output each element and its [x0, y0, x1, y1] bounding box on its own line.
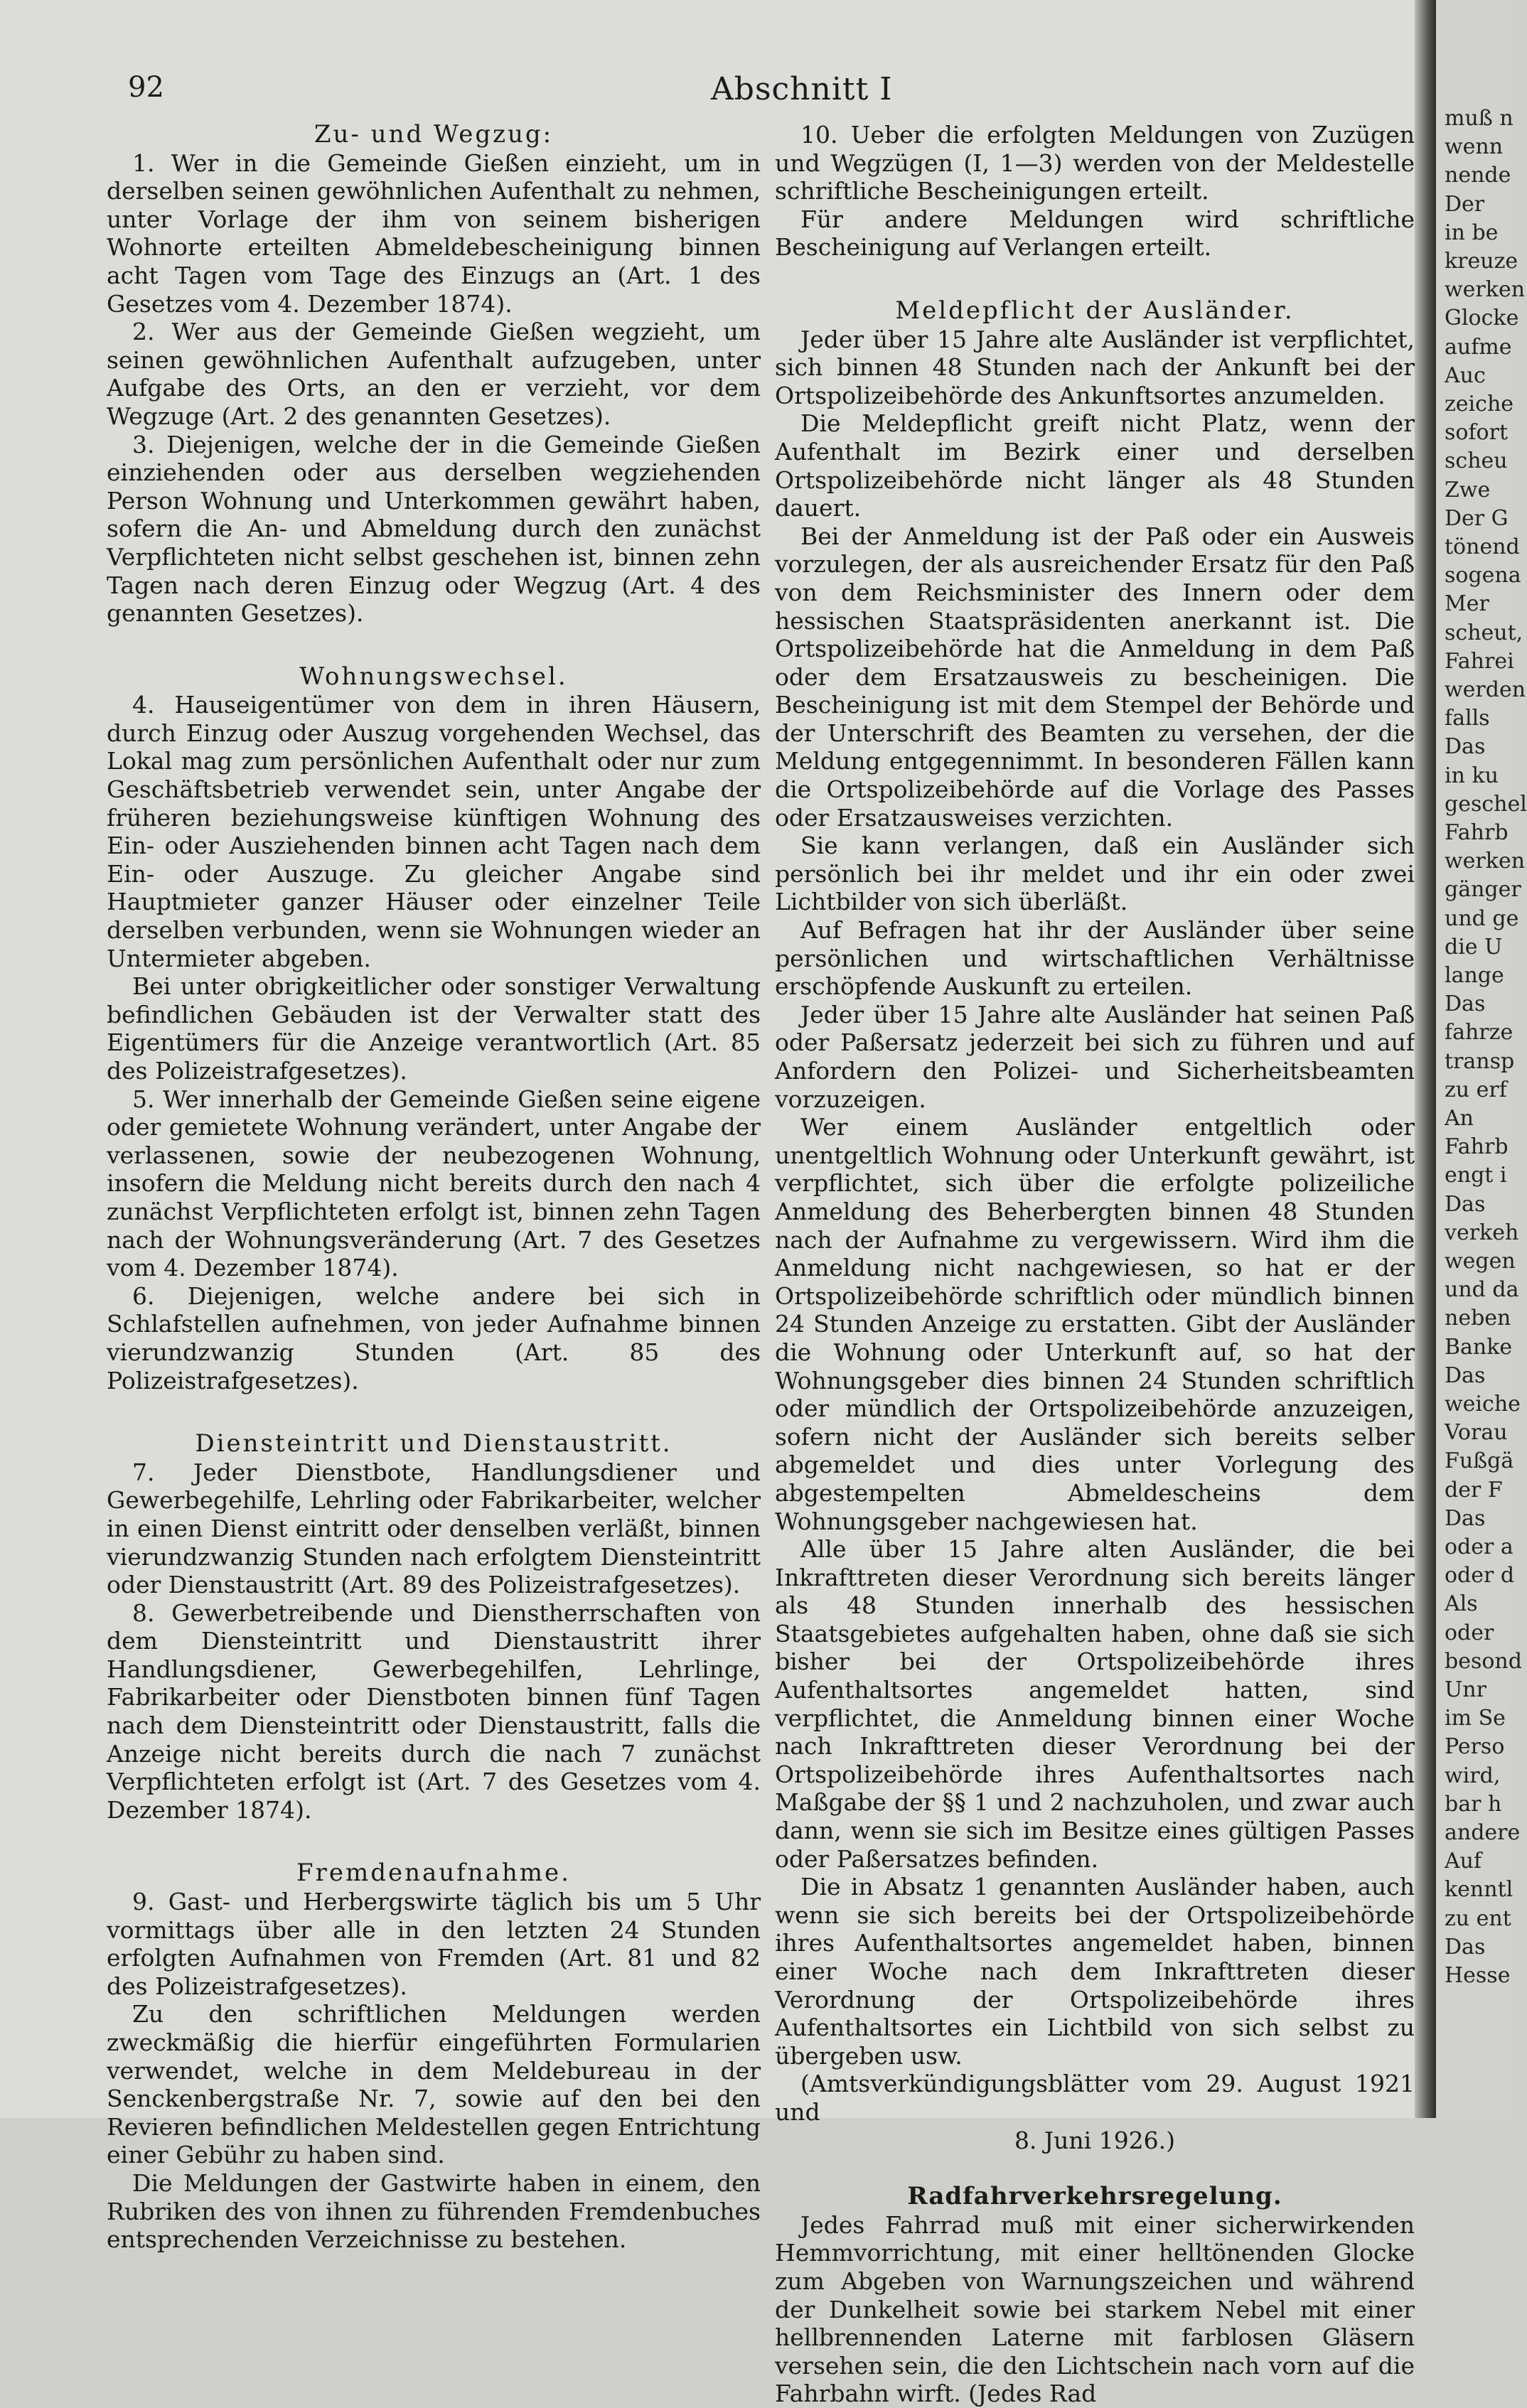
adjacent-page-fragment: der F: [1445, 1477, 1503, 1503]
paragraph: Alle über 15 Jahre alten Ausländer, die bei Inkrafttreten dieser Verordnung sich bereits länger als 48 Stunden innerhalb des hessischen Staatsgebietes aufgehalten haben, ohne daß sie sich bisher bei der Ortspolizeibehörde ihres Aufenthaltsortes angemeldet hatten, sind verpflichtet, die Anmeldung binnen einer Woche nach Inkrafttreten dieser Verordnung bei der Ortspolizeibehörde ihres Aufenthaltsortes nach Maßgabe der §§ 1 und 2 nachzuholen, und zwar auch dann, wenn sie sich im Besitze eines gültigen Passes oder Paßersatzes befinden.: [775, 1535, 1415, 1873]
adjacent-page-fragment: bar h: [1445, 1791, 1502, 1817]
adjacent-page-fragment: werden: [1445, 677, 1526, 702]
paragraph: Wer einem Ausländer entgeltlich oder unentgeltlich Wohnung oder Unterkunft gewährt, ist verpflichtet, sich über die erfolgte polizeiliche Anmeldung des Beherbergten binnen 48 Stunden nach der Aufnahme zu vergewissern. Wird ihm die Anmeldung nicht nachgewiesen, so hat er der Ortspolizeibehörde schriftlich oder mündlich binnen 24 Stunden Anzeige zu erstatten. Gibt der Ausländer die Wohnung oder Unterkunft auf, so hat der Wohnungsgeber dies binnen 24 Stunden schriftlich oder mündlich der Ortspolizeibehörde anzuzeigen, sofern nicht der Ausländer sich bereits selber abgemeldet und dies unter Vorlegung des abgestempelten Abmeldescheins dem Wohnungsgeber nachgewiesen hat.: [775, 1113, 1415, 1535]
citation-line: 8. Juni 1926.): [1014, 2126, 1176, 2154]
adjacent-page-fragment: zu ent: [1445, 1906, 1511, 1931]
adjacent-page-fragment: Fußgä: [1445, 1448, 1514, 1474]
citation-line: (Amtsverkündigungsblätter vom 29. August 1921 und: [775, 2070, 1415, 2126]
adjacent-page-fragment: Vorau: [1445, 1420, 1508, 1446]
adjacent-page-fragment: die U: [1445, 934, 1503, 960]
adjacent-page-fragment: oder a: [1445, 1534, 1513, 1559]
adjacent-page-fragment: muß n: [1445, 106, 1513, 131]
paragraph: 5. Wer innerhalb der Gemeinde Gießen seine eigene oder gemietete Wohnung verändert, unter Angabe der verlassenen, sowie der neubezogenen Wohnung, insofern die Meldung nicht bereits durch den nach 4 zunächst Verpflichteten erfolgt ist, binnen zehn Tagen nach der Wohnungsveränderung (Art. 7 des Gesetzes vom 4. Dezember 1874).: [107, 1085, 761, 1282]
adjacent-page-fragment: in be: [1445, 220, 1499, 245]
paragraph: Jeder über 15 Jahre alte Ausländer hat seinen Paß oder Paßersatz jederzeit bei sich zu führen und auf Anfordern den Polizei- und Sicherheitsbeamten vorzuzeigen.: [775, 1000, 1415, 1113]
adjacent-page-fragment: scheut,: [1445, 620, 1523, 645]
adjacent-page-fragment: Das: [1445, 1362, 1486, 1388]
paragraph: 2. Wer aus der Gemeinde Gießen wegzieht, um seinen gewöhnlichen Aufenthalt aufzugeben, unter Aufgabe des Orts, an den er verzieht, vor dem Wegzuge (Art. 2 des genannten Gesetzes).: [107, 318, 761, 430]
section-heading-meldepflicht: Meldepflicht der Ausländer.: [895, 296, 1295, 325]
adjacent-page-fragment: Das: [1445, 991, 1486, 1017]
paragraph: Jeder über 15 Jahre alte Ausländer ist verpflichtet, sich binnen 48 Stunden nach der Ankunft bei der Ortspolizeibehörde des Ankunftsortes anzumelden.: [775, 325, 1415, 409]
adjacent-page-fragment: Mer: [1445, 591, 1489, 617]
paragraph: Bei unter obrigkeitlicher oder sonstiger Verwaltung befindlichen Gebäuden ist der Verwalter statt des Eigentümers für die Anzeige verantwortlich (Art. 85 des Polizeistrafgesetzes).: [107, 972, 761, 1085]
adjacent-page-fragment: Banke: [1445, 1334, 1513, 1360]
adjacent-page-fragment: Fahrb: [1445, 1134, 1509, 1160]
paragraph: Die Meldungen der Gastwirte haben in einem, den Rubriken des von ihnen zu führenden Fremdenbuches entsprechenden Verzeichnisse zu bestehen.: [107, 2168, 761, 2254]
adjacent-page-fragment: lange: [1445, 963, 1504, 988]
adjacent-page-fragment: aufme: [1445, 334, 1512, 360]
adjacent-page-fragment: neben: [1445, 1306, 1511, 1331]
paragraph: Sie kann verlangen, daß ein Ausländer sich persönlich bei ihr meldet und ihr ein oder zwei Lichtbilder von sich überläßt.: [775, 832, 1415, 916]
paragraph: Für andere Meldungen wird schriftliche Bescheinigung auf Verlangen erteilt.: [775, 205, 1415, 262]
adjacent-page-fragment: Das: [1445, 734, 1486, 760]
paragraph: 7. Jeder Dienstbote, Handlungsdiener und Gewerbegehilfe, Lehrling oder Fabrikarbeiter, welcher in einen Dienst eintritt oder denselben verläßt, binnen vierundzwanzig Stunden nach erfolgtem Diensteintritt oder Dienstaustritt (Art. 89 des Polizeistrafgesetzes).: [107, 1458, 761, 1599]
adjacent-page-fragment: und ge: [1445, 905, 1519, 931]
adjacent-page-fragment: Der: [1445, 191, 1485, 217]
adjacent-page-fragment: Perso: [1445, 1734, 1505, 1760]
adjacent-page-fragment: Das: [1445, 1505, 1486, 1531]
paragraph: Zu den schriftlichen Meldungen werden zweckmäßig die hierfür eingeführten Formularien verwendet, welche in dem Meldebureau in der Senckenbergstraße Nr. 7, sowie auf den bei den Revieren befindlichen Meldestellen gegen Entrichtung einer Gebühr zu haben sind.: [107, 2000, 761, 2169]
adjacent-page-fragment: werken: [1445, 277, 1526, 303]
adjacent-page-fragment: geschel: [1445, 791, 1527, 817]
adjacent-page-fragment: gänger: [1445, 877, 1521, 903]
paragraph: 1. Wer in die Gemeinde Gießen einzieht, um in derselben seinen gewöhnlichen Aufenthalt zu nehmen, unter Vorlage der ihm von seinem bisherigen Wohnorte erteilten Abmeldebescheinigung binnen acht Tagen vom Tage des Einzugs an (Art. 1 des Gesetzes vom 4. Dezember 1874).: [107, 149, 761, 318]
adjacent-page-fragment: Das: [1445, 1934, 1486, 1960]
adjacent-page-fragment: Glocke: [1445, 306, 1519, 331]
adjacent-page-fragment: besond: [1445, 1648, 1522, 1674]
adjacent-page-edge: [1436, 0, 1527, 2118]
adjacent-page-fragment: Hesse: [1445, 1963, 1511, 1988]
paragraph: Die in Absatz 1 genannten Ausländer haben, auch wenn sie sich bereits bei der Ortspolizeibehörde ihres Aufenthaltsortes angemeldet haben, binnen einer Woche nach dem Inkrafttreten dieser Verordnung der Ortspolizeibehörde ihres Aufenthaltsortes ein Lichtbild von sich selbst zu übergeben usw.: [775, 1873, 1415, 2070]
section-heading-fremdenaufnahme: Fremdenaufnahme.: [296, 1859, 571, 1888]
adjacent-page-fragment: wird,: [1445, 1763, 1501, 1788]
adjacent-page-fragment: verkeh: [1445, 1220, 1519, 1245]
adjacent-page-fragment: nende: [1445, 163, 1511, 188]
adjacent-page-fragment: Der G: [1445, 505, 1509, 531]
paragraph: 4. Hauseigentümer von dem in ihren Häusern, durch Einzug oder Auszug vorgehenden Wechsel, das Lokal mag zum persönlichen Aufenthalt oder nur zum Geschäftsbetrieb verwendet sein, unter Angabe der früheren beziehungsweise künftigen Wohnung des Ein- oder Ausziehenden binnen acht Tagen nach dem Ein- oder Auszuge. Zu gleicher Angabe sind Hauptmieter ganzer Häuser oder einzelner Teile derselben verbunden, wenn sie Wohnungen wieder an Untermieter abgeben.: [107, 691, 761, 972]
adjacent-page-fragment: Fahrb: [1445, 820, 1509, 845]
paragraph: 9. Gast- und Herbergswirte täglich bis um 5 Uhr vormittags über alle in den letzten 24 Stunden erfolgten Aufnahmen von Fremden (Art. 81 und 82 des Polizeistrafgesetzes).: [107, 1888, 761, 2000]
adjacent-page-fragment: fahrze: [1445, 1020, 1513, 1046]
adjacent-page-fragment: kenntl: [1445, 1877, 1513, 1903]
paragraph: 8. Gewerbetreibende und Dienstherrschaften von dem Diensteintritt und Dienstaustritt ihrer Handlungsdiener, Gewerbegehilfen, Lehrlinge, Fabrikarbeiter oder Dienstboten binnen fünf Tagen nach dem Diensteintritt oder Dienstaustritt, falls die Anzeige nicht bereits durch die nach 7 zunächst Verpflichteten erfolgt ist (Art. 7 des Gesetzes vom 4. Dezember 1874).: [107, 1598, 761, 1824]
adjacent-page-fragment: Zwe: [1445, 477, 1491, 502]
running-title: Abschnitt I: [711, 71, 893, 107]
adjacent-page-fragment: Unr: [1445, 1677, 1486, 1702]
adjacent-page-fragment: zu erf: [1445, 1077, 1507, 1102]
section-heading-diensteintritt: Diensteintritt und Dienstaustritt.: [195, 1429, 673, 1458]
adjacent-page-fragment: in ku: [1445, 763, 1499, 788]
section-heading-wohnungswechsel: Wohnungswechsel.: [299, 662, 568, 691]
paragraph: Auf Befragen hat ihr der Ausländer über seine persönlichen und wirtschaftlichen Verhältnisse erschöpfende Auskunft zu erteilen.: [775, 916, 1415, 1001]
adjacent-page-fragment: kreuze: [1445, 249, 1518, 274]
adjacent-page-fragment: tönend: [1445, 534, 1520, 559]
paragraph: Bei der Anmeldung ist der Paß oder ein Ausweis vorzulegen, der als ausreichender Ersatz für den Paß von dem Reichsminister des Innern oder dem hessischen Staatspräsidenten anerkannt ist. Die Ortspolizeibehörde hat die Anmeldung in dem Paß oder dem Ersatzausweis zu bescheinigen. Die Bescheinigung ist mit dem Stempel der Behörde und der Unterschrift des Beamten zu versehen, der die Meldung entgegennimmt. In besonderen Fällen kann die Ortspolizeibehörde auf die Vorlage des Passes oder Ersatzausweises verzichten.: [775, 522, 1415, 832]
adjacent-page-fragment: transp: [1445, 1048, 1515, 1074]
paragraph: 3. Diejenigen, welche der in die Gemeinde Gießen einziehenden oder aus derselben wegziehenden Person Wohnung und Unterkommen gewährt haben, sofern die An- und Abmeldung durch den zunächst Verpflichteten nicht selbst geschehen ist, binnen zehn Tagen nach deren Einzug oder Wegzug (Art. 4 des genannten Gesetzes).: [107, 430, 761, 628]
paragraph: 6. Diejenigen, welche andere bei sich in Schlafstellen aufnehmen, von jeder Aufnahme binnen vierundzwanzig Stunden (Art. 85 des Polizeistrafgesetzes).: [107, 1281, 761, 1394]
adjacent-page-fragment: sogena: [1445, 563, 1521, 588]
adjacent-page-fragment: An: [1445, 1106, 1474, 1131]
adjacent-page-fragment: werken: [1445, 849, 1526, 874]
right-column: [775, 121, 1415, 2408]
book-gutter: [1415, 0, 1436, 2118]
paragraph: Jedes Fahrrad muß mit einer sicherwirkenden Hemmvorrichtung, mit einer helltönenden Glocke zum Abgeben von Warnungszeichen und während der Dunkelheit sowie bei starkem Nebel mit einer hellbrennenden Laterne mit farblosen Gläsern versehen sein, die den Lichtschein nach vorn auf die Fahrbahn wirft. (Jedes Rad: [775, 2210, 1415, 2408]
adjacent-page-fragment: Als: [1445, 1591, 1478, 1617]
section-heading-zu-und-wegzug: Zu- und Wegzug:: [314, 120, 554, 149]
adjacent-page-fragment: Das: [1445, 1191, 1486, 1217]
adjacent-page-fragment: oder d: [1445, 1563, 1515, 1589]
adjacent-page-fragment: falls: [1445, 706, 1490, 731]
adjacent-page-fragment: Fahrei: [1445, 648, 1514, 674]
adjacent-page-fragment: andere: [1445, 1820, 1521, 1845]
paragraph: 10. Ueber die erfolgten Meldungen von Zuzügen und Wegzügen (I, 1—3) werden von der Meldestelle schriftliche Bescheinigungen erteilt.: [775, 121, 1415, 205]
adjacent-page-fragment: sofort: [1445, 420, 1509, 446]
adjacent-page-fragment: engt i: [1445, 1163, 1507, 1188]
adjacent-page-fragment: und da: [1445, 1277, 1519, 1303]
paragraph: Die Meldepflicht greift nicht Platz, wenn der Aufenthalt im Bezirk einer und derselben Ortspolizeibehörde nicht länger als 48 Stunden dauert.: [775, 409, 1415, 522]
adjacent-page-fragment: Auf: [1445, 1849, 1482, 1874]
adjacent-page-fragment: oder: [1445, 1620, 1494, 1645]
adjacent-page-fragment: weiche: [1445, 1392, 1521, 1417]
adjacent-page-fragment: im Se: [1445, 1706, 1506, 1731]
adjacent-page-fragment: zeiche: [1445, 392, 1514, 416]
adjacent-page-fragment: Auc: [1445, 362, 1486, 388]
section-heading-radfahrverkehr: Radfahrverkehrsregelung.: [907, 2182, 1282, 2211]
adjacent-page-fragment: scheu: [1445, 448, 1508, 474]
adjacent-page-fragment: wenn: [1445, 134, 1504, 160]
adjacent-page-fragment: wegen: [1445, 1249, 1516, 1274]
left-column: [107, 121, 761, 2254]
page-number: 92: [128, 71, 164, 104]
